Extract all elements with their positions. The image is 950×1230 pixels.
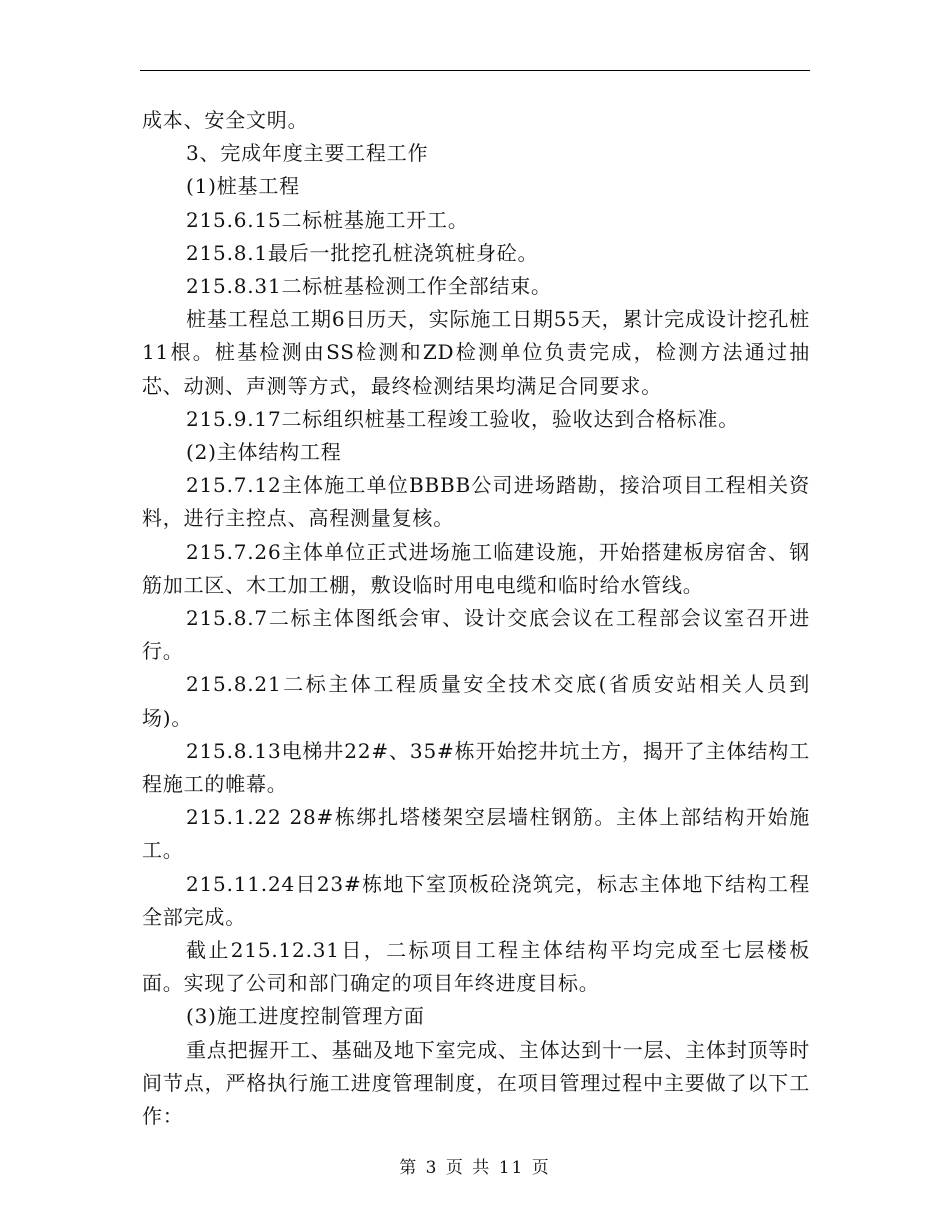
paragraph-4: 215.6.15二标桩基施工开工。 (186, 207, 469, 232)
paragraph-1: 成本、安全文明。 (142, 108, 309, 132)
paragraph-13: 215.8.21二标主体工程质量安全技术交底(省质安站相关人员到场)。 (142, 672, 810, 730)
page-number: 第 3 页 共 11 页 (399, 1158, 551, 1178)
paragraph-2: 3、完成年度主要工程工作 (186, 141, 429, 166)
paragraph-19: 重点把握开工、基础及地下室完成、主体达到十一层、主体封顶等时间节点，严格执行施工进度管理制度，在项目管理过程中主要做了以下工作： (142, 1037, 810, 1129)
paragraph-3: (1)桩基工程 (186, 174, 300, 199)
paragraph-8: 215.9.17二标组织桩基工程竣工验收，验收达到合格标准。 (186, 406, 740, 431)
paragraph-7: 桩基工程总工期6日历天，实际施工日期55天，累计完成设计挖孔桩11根。桩基检测由SS检测和ZD检测单位负责完成，检测方法通过抽芯、动测、声测等方式，最终检测结果均满足合同要求。 (142, 307, 810, 398)
paragraph-9: (2)主体结构工程 (186, 440, 342, 465)
paragraph-10: 215.7.12主体施工单位BBBB公司进场踏勘，接洽项目工程相关资料，进行主控点、高程测量复核。 (142, 473, 810, 531)
paragraph-14: 215.8.13电梯井22#、35#栋开始挖井坑土方，揭开了主体结构工程施工的帷幕。 (142, 738, 810, 797)
paragraph-12: 215.8.7二标主体图纸会审、设计交底会议在工程部会议室召开进行。 (142, 606, 810, 664)
paragraph-16: 215.11.24日23#栋地下室顶板砼浇筑完，标志主体地下结构工程全部完成。 (142, 871, 810, 929)
header-rule (140, 70, 810, 71)
paragraph-18: (3)施工进度控制管理方面 (186, 1004, 425, 1029)
paragraph-11: 215.7.26主体单位正式进场施工临建设施，开始搭建板房宿舍、钢筋加工区、木工加工棚，敷设临时用电电缆和临时给水管线。 (142, 539, 810, 597)
document-body (142, 104, 810, 1133)
paragraph-5: 215.8.1最后一批挖孔桩浇筑桩身砼。 (186, 240, 539, 265)
paragraph-6: 215.8.31二标桩基检测工作全部结束。 (186, 274, 552, 299)
paragraph-17: 截止215.12.31日，二标项目工程主体结构平均完成至七层楼板面。实现了公司和部门确定的项目年终进度目标。 (142, 938, 810, 996)
paragraph-15: 215.1.22 28#栋绑扎塔楼架空层墙柱钢筋。主体上部结构开始施工。 (142, 805, 810, 863)
